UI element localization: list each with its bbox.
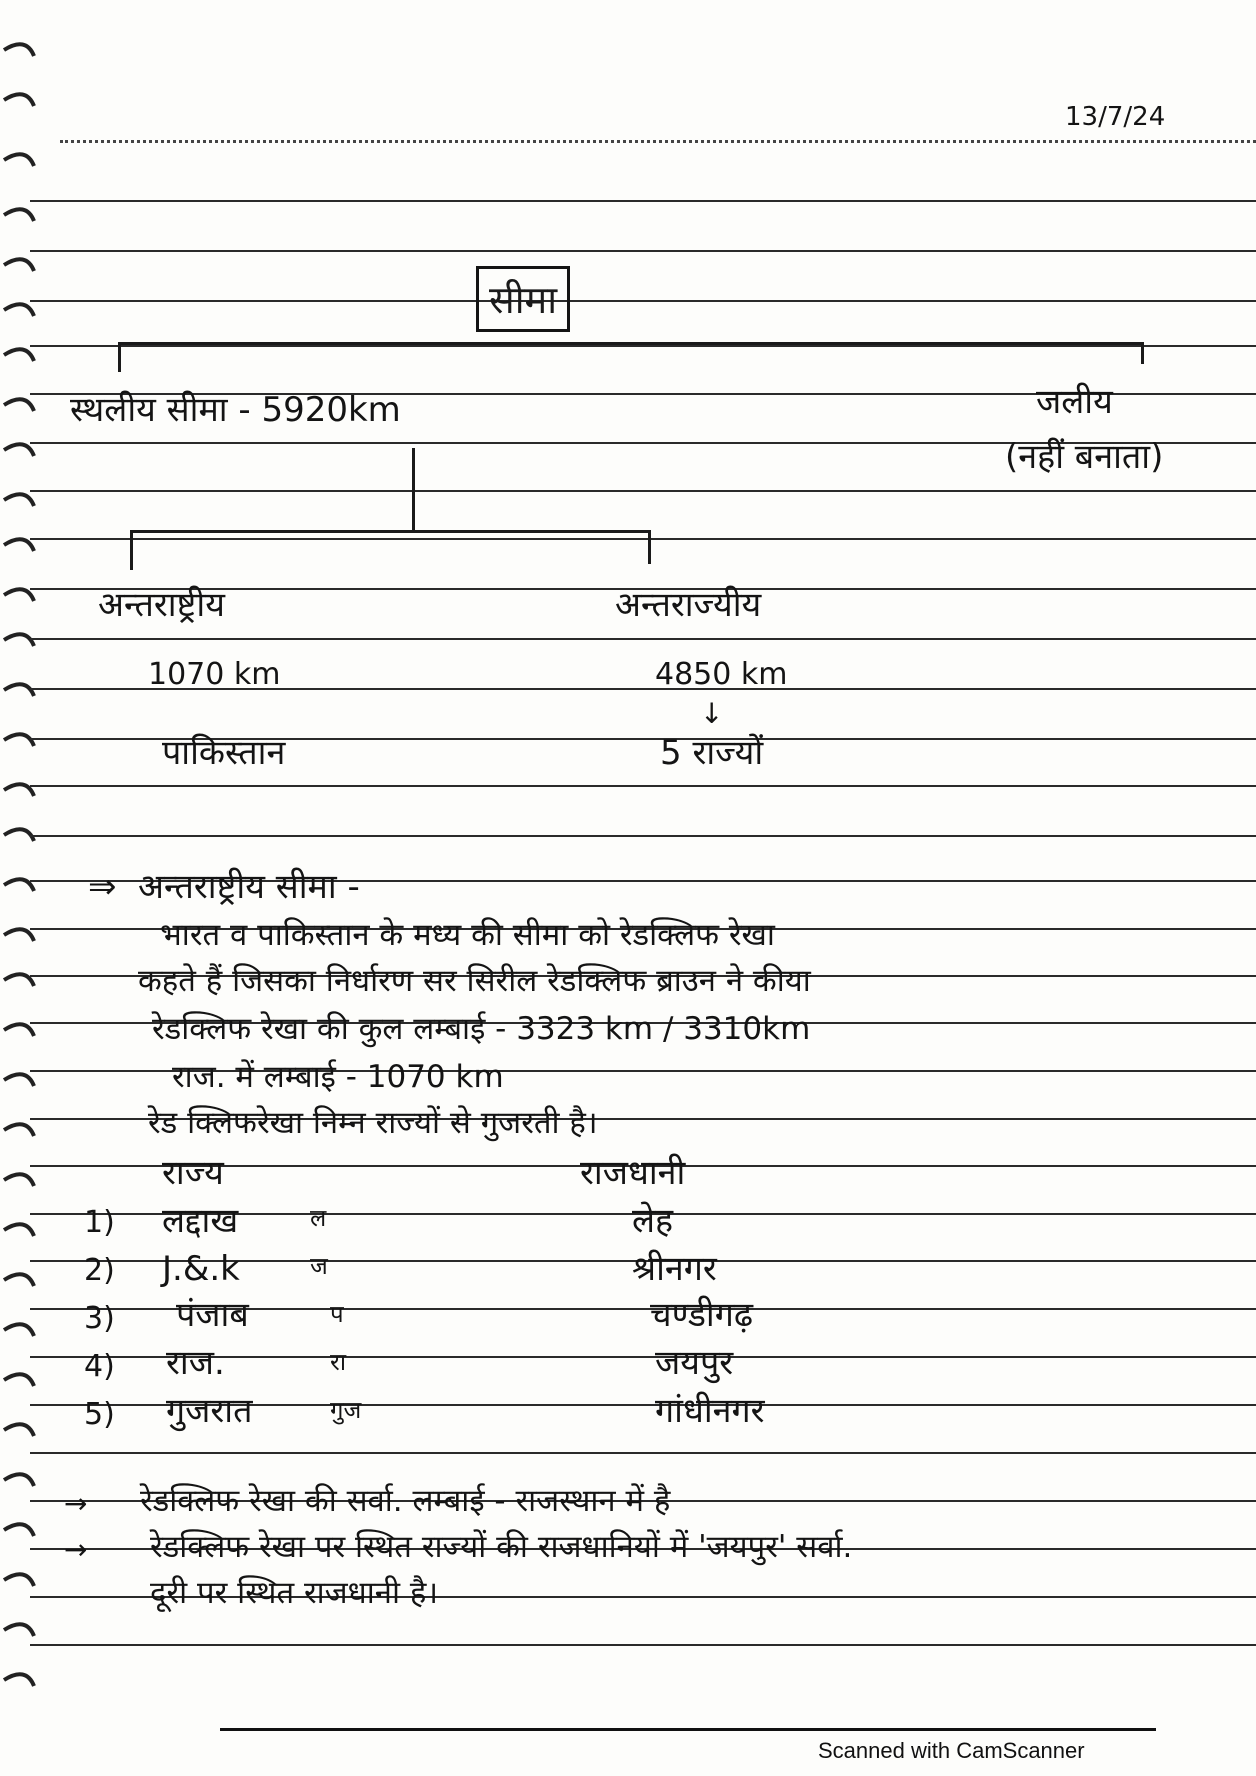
row-capital: श्रीनगर bbox=[632, 1249, 717, 1289]
ruled-line bbox=[30, 835, 1256, 837]
row-abbr: गुज bbox=[330, 1396, 362, 1424]
scanner-watermark: Scanned with CamScanner bbox=[818, 1738, 1085, 1763]
bottom-line bbox=[220, 1728, 1156, 1731]
row-abbr: ज bbox=[310, 1252, 328, 1280]
tree-stem bbox=[648, 530, 651, 564]
row-state: लद्दाख bbox=[162, 1201, 239, 1241]
ruled-line bbox=[30, 785, 1256, 787]
page-title: सीमा bbox=[489, 278, 558, 322]
tree-branch-mid bbox=[130, 530, 650, 533]
note-line: दूरी पर स्थित राजधानी है। bbox=[150, 1575, 439, 1611]
row-state: गुजरात bbox=[166, 1391, 253, 1431]
water-border-note: (नहीं बनाता) bbox=[1005, 437, 1164, 477]
ruled-line bbox=[30, 345, 1256, 347]
table-header-state: राज्य bbox=[162, 1153, 224, 1193]
row-number: 3) bbox=[84, 1301, 115, 1336]
tree-stem bbox=[1141, 342, 1144, 364]
international-length: 1070 km bbox=[148, 657, 281, 692]
row-state: पंजाब bbox=[176, 1295, 249, 1335]
note-line: रेडक्लिफ रेखा पर स्थित राज्यों की राजधानियों में 'जयपुर' सर्वा. bbox=[150, 1529, 853, 1565]
spiral-binding bbox=[0, 0, 60, 1776]
row-capital: लेह bbox=[632, 1201, 674, 1241]
tree-stem bbox=[130, 530, 133, 570]
row-abbr: ल bbox=[310, 1204, 327, 1232]
tree-stem bbox=[412, 448, 415, 530]
paragraph-line: राज. में लम्बाई - 1070 km bbox=[172, 1059, 504, 1095]
arrow-icon: → bbox=[64, 1487, 88, 1520]
ruled-line bbox=[30, 200, 1256, 202]
title-box bbox=[476, 266, 570, 332]
ruled-line bbox=[30, 250, 1256, 252]
water-border-label: जलीय bbox=[1036, 382, 1113, 422]
note-line: रेडक्लिफ रेखा की सर्वा. लम्बाई - राजस्थान में है bbox=[140, 1483, 671, 1519]
row-capital: जयपुर bbox=[655, 1343, 734, 1383]
ruled-line bbox=[30, 538, 1256, 540]
ruled-line bbox=[30, 490, 1256, 492]
paragraph-line: रेडक्लिफ रेखा की कुल लम्बाई - 3323 km / 3310km bbox=[152, 1011, 811, 1047]
row-number: 5) bbox=[84, 1397, 115, 1432]
ruled-line bbox=[30, 1452, 1256, 1454]
interstate-label: अन्तराज्यीय bbox=[615, 585, 762, 625]
ruled-line bbox=[30, 1644, 1256, 1646]
paragraph-line: भारत व पाकिस्तान के मध्य की सीमा को रेडक्लिफ रेखा bbox=[160, 917, 775, 953]
row-capital: गांधीनगर bbox=[655, 1391, 765, 1431]
international-country: पाकिस्तान bbox=[162, 733, 286, 773]
interstate-states: 5 राज्यों bbox=[660, 733, 764, 773]
ruled-line bbox=[30, 638, 1256, 640]
ruled-line bbox=[30, 300, 1256, 302]
header-margin-line bbox=[60, 140, 1256, 147]
section-heading: अन्तराष्ट्रीय सीमा - bbox=[138, 867, 360, 907]
land-border-label: स्थलीय सीमा - 5920km bbox=[70, 390, 401, 430]
row-state: J.&.k bbox=[162, 1249, 240, 1289]
date: 13/7/24 bbox=[1065, 102, 1166, 132]
row-abbr: रा bbox=[330, 1348, 347, 1376]
arrow-icon: → bbox=[64, 1533, 88, 1566]
arrow-icon: ⇒ bbox=[88, 867, 117, 907]
table-header-capital: राजधानी bbox=[580, 1153, 686, 1193]
row-capital: चण्डीगढ़ bbox=[650, 1295, 754, 1335]
row-number: 4) bbox=[84, 1349, 115, 1384]
interstate-length: 4850 km bbox=[655, 657, 788, 692]
paragraph-line: कहते हैं जिसका निर्धारण सर सिरील रेडक्लिफ ब्राउन ने कीया bbox=[138, 963, 811, 999]
down-arrow-icon: ↓ bbox=[700, 697, 724, 730]
row-number: 1) bbox=[84, 1205, 115, 1240]
paragraph-line: रेड क्लिफरेखा निम्न राज्यों से गुजरती है। bbox=[148, 1105, 598, 1141]
tree-branch-top bbox=[118, 342, 1144, 345]
row-state: राज. bbox=[166, 1343, 225, 1383]
tree-stem bbox=[118, 342, 121, 372]
row-abbr: प bbox=[330, 1300, 344, 1328]
international-label: अन्तराष्ट्रीय bbox=[98, 585, 225, 625]
row-number: 2) bbox=[84, 1253, 115, 1288]
